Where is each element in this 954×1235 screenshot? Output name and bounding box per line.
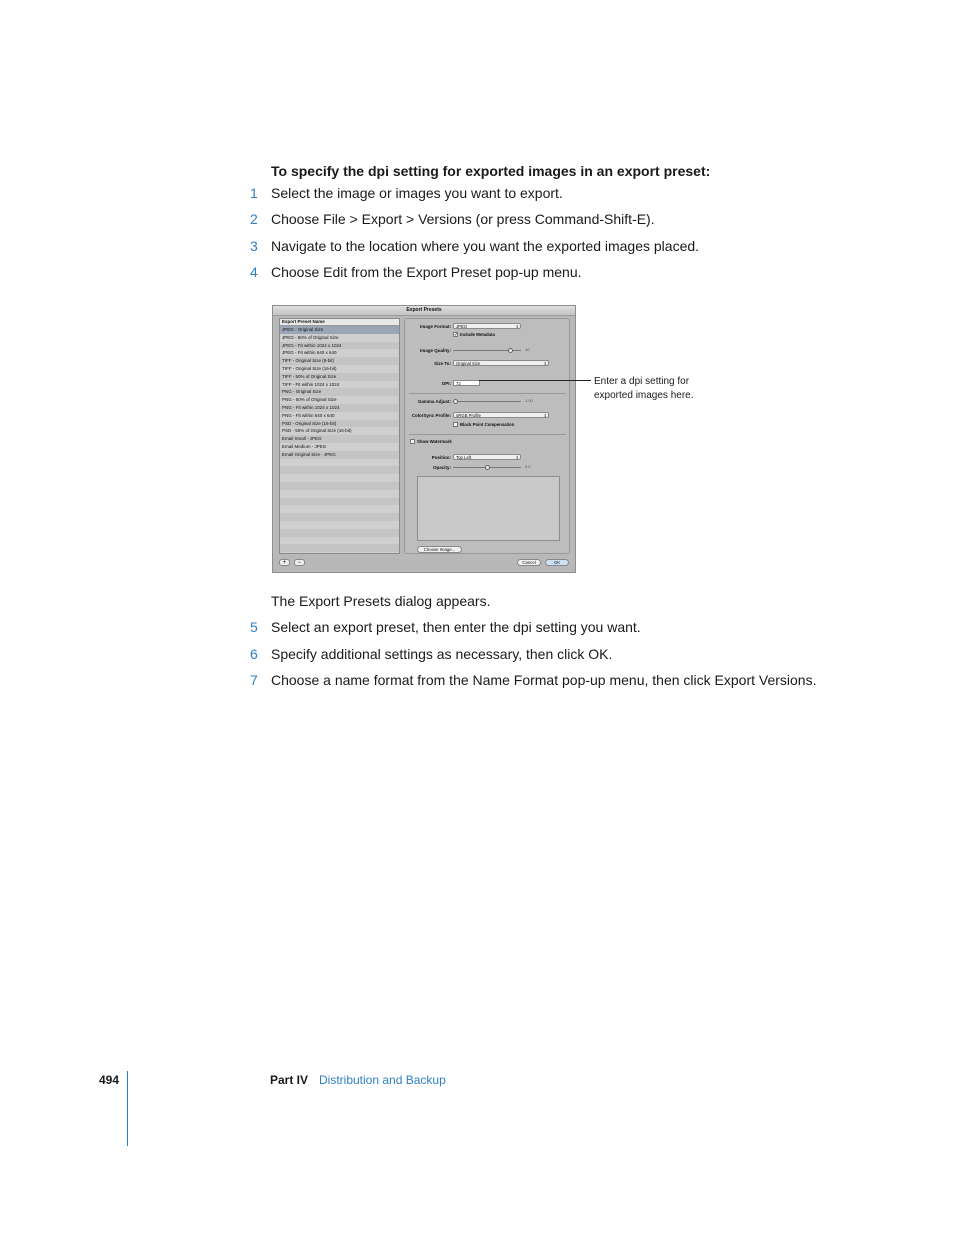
- page-number: 494: [99, 1073, 120, 1087]
- step-text: Navigate to the location where you want the exported images placed.: [271, 238, 700, 254]
- step-number: 5: [250, 619, 258, 635]
- dpi-callout: Enter a dpi setting for exported images here.: [594, 376, 694, 401]
- empty-row: [280, 505, 399, 513]
- step-number: 1: [250, 185, 258, 201]
- step-number: 3: [250, 238, 258, 254]
- choose-image-button[interactable]: Choose Image...: [417, 546, 462, 553]
- watermark-image-well[interactable]: [417, 476, 560, 541]
- empty-row: [280, 490, 399, 498]
- list-item[interactable]: TIFF - Fit within 1024 x 1024: [282, 381, 340, 387]
- preset-settings-panel: [404, 318, 570, 554]
- step-text: Select the image or images you want to export.: [271, 185, 563, 201]
- list-item[interactable]: PSD - Original Size (16-bit): [280, 420, 399, 428]
- export-presets-dialog: [272, 305, 576, 573]
- footer-rule: [127, 1071, 128, 1146]
- list-item[interactable]: JPEG - Original Size: [280, 326, 399, 334]
- dpi-field[interactable]: 72: [453, 380, 480, 386]
- list-item[interactable]: JPEG - Fit within 1024 x 1024: [280, 342, 399, 350]
- image-quality-knob[interactable]: [508, 348, 513, 353]
- step-text: Choose a name format from the Name Format pop-up menu, then click Export Versions.: [271, 672, 817, 688]
- popup-arrows-icon: ⇕: [543, 413, 547, 418]
- list-item[interactable]: PNG - Fit within 1024 x 1024: [280, 404, 399, 412]
- list-item[interactable]: PSD - 50% of Original Size (16-bit): [282, 428, 352, 434]
- empty-row: [280, 459, 399, 467]
- list-item[interactable]: TIFF - 50% of Original Size: [280, 373, 399, 381]
- image-quality-label: Image Quality:: [419, 348, 451, 353]
- preset-list[interactable]: [279, 318, 400, 554]
- step-number: 6: [250, 646, 258, 662]
- list-item[interactable]: TIFF - Original Size (8-bit): [280, 357, 399, 365]
- footer-section-link[interactable]: Distribution and Backup: [319, 1073, 446, 1087]
- step-text: Choose File > Export > Versions (or press Command-Shift-E).: [271, 211, 655, 227]
- popup-arrows-icon: ⇕: [543, 361, 547, 366]
- step-number: 7: [250, 672, 258, 688]
- list-item[interactable]: PNG - 50% of Original Size: [282, 397, 337, 403]
- footer-part: Part IV: [270, 1073, 309, 1087]
- list-item[interactable]: Email Original Size - JPEG: [280, 451, 399, 459]
- empty-row: [280, 521, 399, 529]
- list-item[interactable]: JPEG - Fit within 640 x 640: [282, 350, 337, 356]
- image-quality-value: 10: [525, 347, 530, 352]
- opacity-value: 0.0: [525, 464, 531, 469]
- empty-row: [280, 498, 399, 506]
- list-item[interactable]: Email Medium - JPEG: [282, 443, 327, 449]
- list-header: Export Preset Name: [280, 319, 399, 326]
- step-number: 2: [250, 211, 258, 227]
- show-watermark-checkbox[interactable]: [410, 439, 415, 444]
- gamma-adjust-slider[interactable]: [453, 401, 521, 402]
- colorsync-profile-label: ColorSync Profile:: [411, 413, 451, 418]
- empty-row: [280, 513, 399, 521]
- cancel-button[interactable]: Cancel: [517, 559, 541, 566]
- opacity-knob[interactable]: [485, 465, 490, 470]
- show-watermark-label: Show Watermark: [417, 439, 452, 444]
- black-point-checkbox[interactable]: [453, 422, 458, 427]
- remove-preset-button[interactable]: −: [294, 559, 305, 566]
- colorsync-profile-popup[interactable]: [453, 412, 549, 418]
- procedure-heading: To specify the dpi setting for exported images in an export preset:: [271, 163, 711, 179]
- list-item[interactable]: TIFF - Original Size (16-bit): [282, 365, 337, 371]
- gamma-adjust-value: 1.00: [525, 398, 533, 403]
- empty-row: [280, 544, 399, 552]
- gamma-adjust-knob[interactable]: [453, 399, 458, 404]
- size-to-value: Original Size: [456, 361, 481, 366]
- list-item[interactable]: PNG - Fit within 640 x 640: [282, 412, 335, 418]
- list-item[interactable]: Email Small - JPEG: [280, 435, 399, 443]
- dialog-appears-text: The Export Presets dialog appears.: [271, 593, 491, 609]
- divider: [409, 393, 566, 394]
- size-to-label: Size To:: [434, 361, 451, 366]
- gamma-adjust-label: Gamma Adjust:: [417, 399, 451, 404]
- opacity-label: Opacity:: [432, 465, 451, 470]
- position-value: Top Left: [456, 455, 472, 460]
- dialog-title: Export Presets: [273, 306, 575, 316]
- colorsync-profile-value: sRGB Profile: [456, 413, 481, 418]
- position-label: Position:: [431, 455, 451, 460]
- black-point-label: Black Point Compensation: [460, 422, 515, 427]
- include-metadata-checkbox[interactable]: ✓: [454, 332, 459, 338]
- list-item[interactable]: JPEG - 50% of Original Size: [282, 334, 339, 340]
- empty-row: [280, 482, 399, 490]
- image-format-label: Image Format:: [419, 324, 451, 329]
- position-popup[interactable]: [453, 454, 521, 460]
- ok-button[interactable]: OK: [545, 559, 569, 566]
- image-format-popup[interactable]: [453, 323, 521, 329]
- list-item[interactable]: PNG - Original Size: [280, 388, 399, 396]
- empty-row: [280, 529, 399, 537]
- add-preset-button[interactable]: +: [279, 559, 290, 566]
- size-to-popup[interactable]: [453, 360, 549, 366]
- empty-row: [280, 537, 399, 545]
- step-number: 4: [250, 264, 258, 280]
- empty-row: [280, 466, 399, 474]
- step-text: Specify additional settings as necessary, then click OK.: [271, 646, 613, 662]
- image-format-value: JPEG: [456, 324, 468, 329]
- step-text: Select an export preset, then enter the dpi setting you want.: [271, 619, 641, 635]
- divider: [409, 434, 566, 435]
- empty-row: [280, 474, 399, 482]
- popup-arrows-icon: ⇕: [515, 455, 519, 460]
- callout-leader-line: [479, 380, 591, 381]
- dpi-label: DPI:: [442, 381, 451, 386]
- popup-arrows-icon: ⇕: [515, 324, 519, 329]
- include-metadata-label: Include Metadata: [460, 332, 495, 337]
- step-text: Choose Edit from the Export Preset pop-up menu.: [271, 264, 582, 280]
